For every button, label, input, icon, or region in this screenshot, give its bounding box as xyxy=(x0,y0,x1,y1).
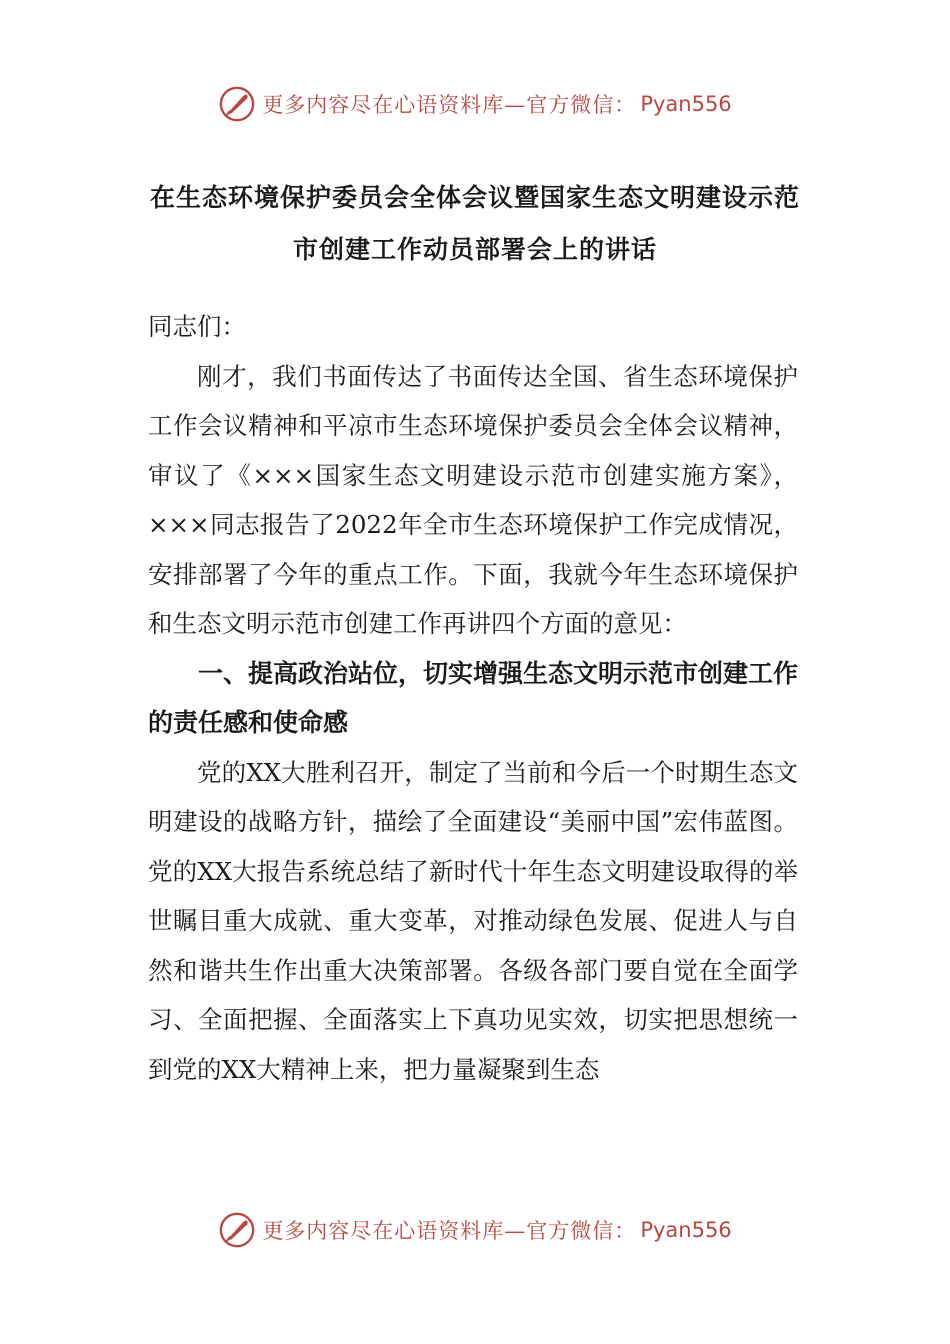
document-body xyxy=(148,302,798,1094)
quill-logo-icon xyxy=(218,1211,256,1249)
salutation: 同志们： xyxy=(148,312,246,341)
quill-logo-icon xyxy=(218,85,256,123)
watermark-footer xyxy=(0,1208,950,1252)
watermark-wechat-id: Pyan556 xyxy=(640,1218,732,1242)
paragraph-intro: 刚才，我们书面传达了书面传达全国、省生态环境保护工作会议精神和平凉市生态环境保护委员会全体会议精神，审议了《×××国家生态文明建设示范市创建实施方案》，×××同志报告了2022年全市生态环境保护工作完成情况，安排部署了今年的重点工作。下面，我就今年生态环境保护和生态文明示范市创建工作再讲四个方面的意见： xyxy=(148,361,798,638)
watermark-wechat-id: Pyan556 xyxy=(640,92,732,116)
document-title: 在生态环境保护委员会全体会议暨国家生态文明建设示范市创建工作动员部署会上的讲话 xyxy=(149,183,800,264)
watermark-text: 更多内容尽在心语资料库—官方微信： xyxy=(262,93,637,117)
paragraph-section-1: 党的XX大胜利召开，制定了当前和今后一个时期生态文明建设的战略方针，描绘了全面建设“美丽中国”宏伟蓝图。党的XX大报告系统总结了新时代十年生态文明建设取得的举世瞩目重大成就、重大变革，对推动绿色发展、促进人与自然和谐共生作出重大决策部署。各级各部门要自觉在全面学习、全面把握、全面落实上下真功见实效，切实把思想统一到党的XX大精神上来，把力量凝聚到生态 xyxy=(148,757,798,1084)
watermark-header xyxy=(0,82,950,126)
section-heading-1: 一、提高政治站位，切实增强生态文明示范市创建工作的责任感和使命感 xyxy=(148,658,799,737)
watermark-text: 更多内容尽在心语资料库—官方微信： xyxy=(262,1219,637,1243)
